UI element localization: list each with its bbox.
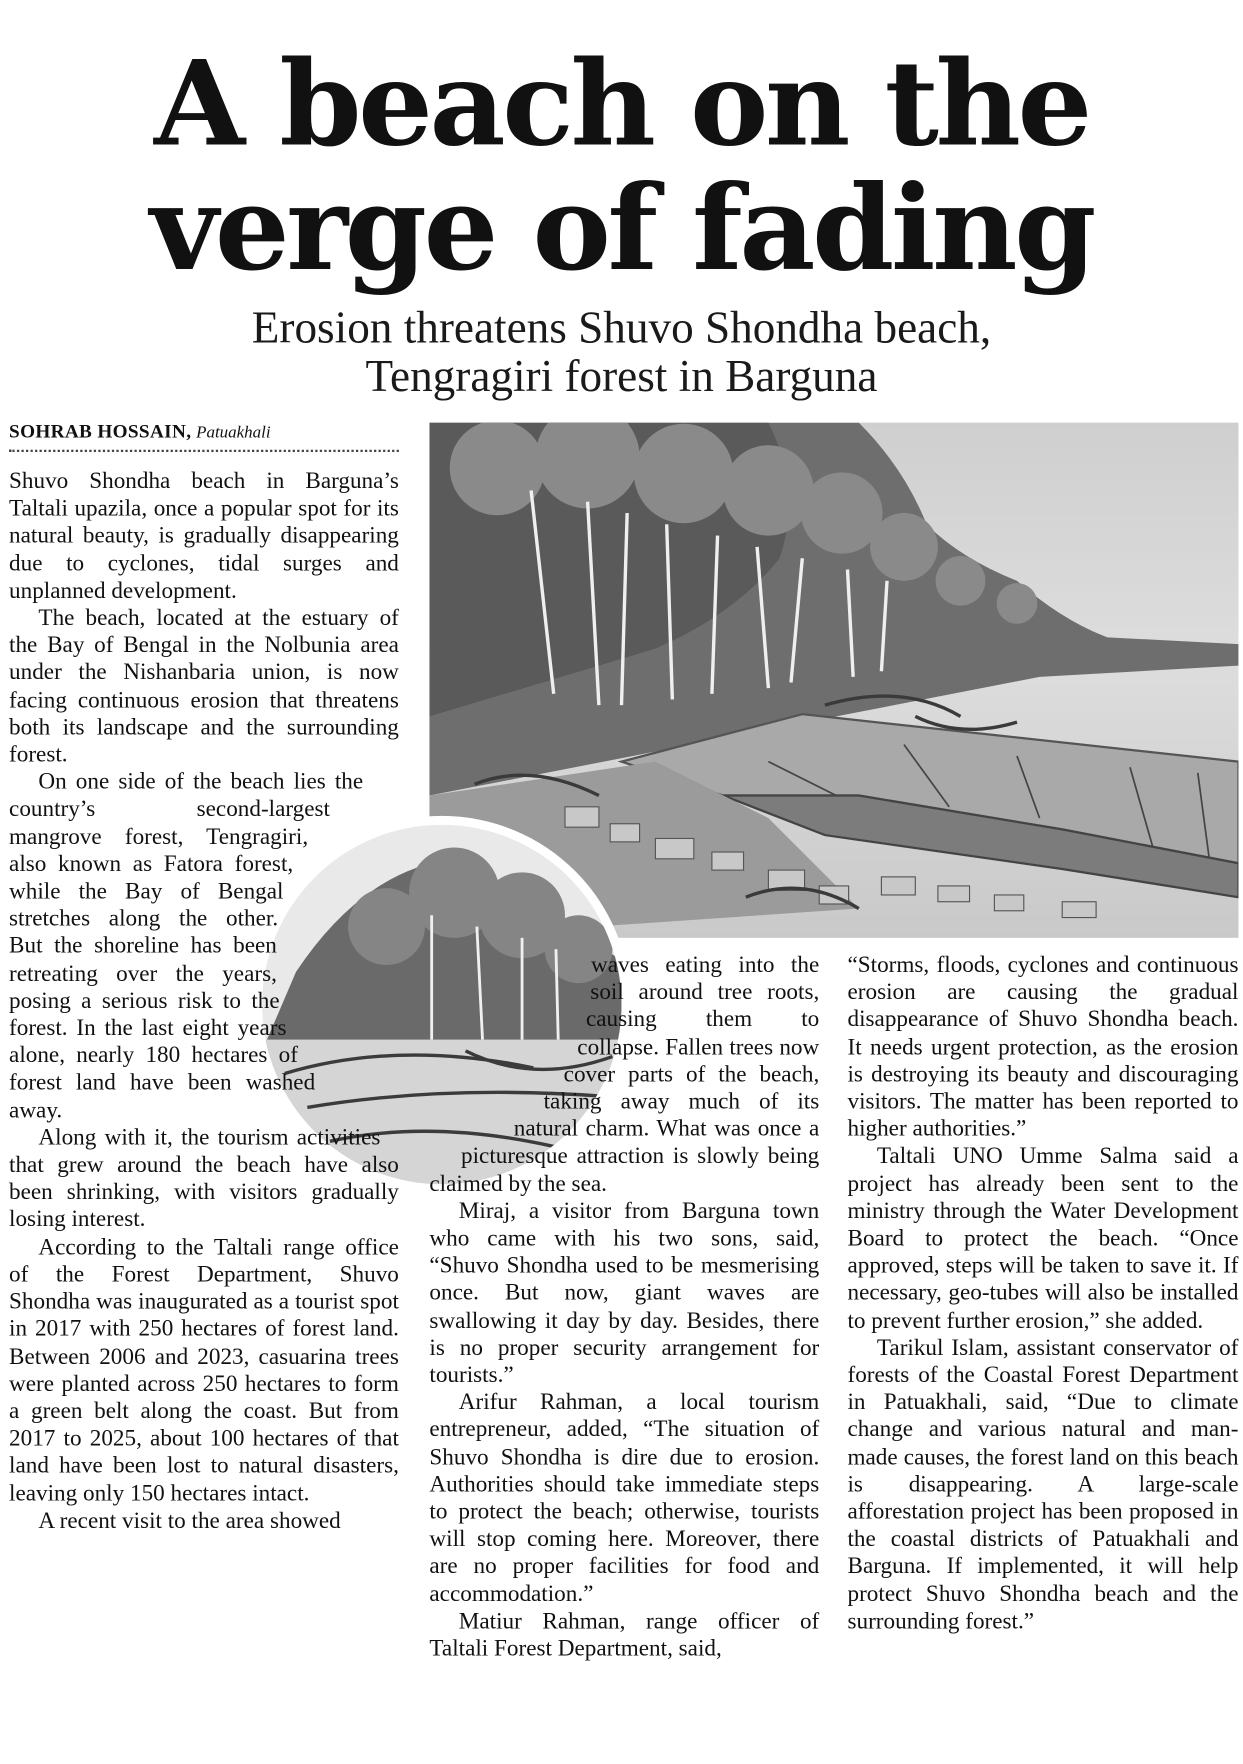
paragraph: Matiur Rahman, range officer of Taltali Forest Department, said, [429, 1608, 820, 1662]
subheadline-line-2: Tengragiri forest in Barguna [365, 350, 878, 402]
headline-line-2: verge of fading [150, 158, 1093, 298]
paragraph: On one side of the beach lies the country’s second-largest mangrove forest, Tengragiri, also known as Fatora forest, while the Bay of Bengal stretches along the other. But the shoreline has been retreating over the years, posing a serious risk to the forest. In the last eight years alone, nearly 180 hectares of forest land have been washed away. [9, 769, 364, 1123]
paragraph: The beach, located at the estuary of the Bay of Bengal in the Nolbunia area under the Nishanbaria union, is now facing continuous erosion that threatens both its landscape and the surrounding forest. [9, 605, 399, 768]
byline [9, 420, 399, 443]
paragraph: Miraj, a visitor from Barguna town who came with his two sons, said, “Shuvo Shondha used to be mesmerising once. But now, giant waves are swallowing it day by day. Besides, there is no proper security arrangement for tourists.” [429, 1198, 820, 1388]
paragraph: “Storms, floods, cyclones and continuous erosion are causing the gradual disappearance of Shuvo Shondha beach. It needs urgent protection, as the erosion is destroying its beauty and discouraging visitors. The matter has been reported to higher authorities.” [847, 952, 1239, 1142]
subheadline-line-1: Erosion threatens Shuvo Shondha beach, [251, 301, 992, 353]
article-column-1 [9, 468, 399, 1535]
article-column-2 [429, 951, 819, 1662]
paragraph: Arifur Rahman, a local tourism entrepreneur, added, “The situation of Shuvo Shondha is dire due to erosion. Authorities should take immediate steps to protect the beach; otherwise, tourists will stop coming here. Moreover, there are no proper facilities for food and accommodation.” [429, 1390, 820, 1607]
paragraph: A recent visit to the area showed [38, 1508, 341, 1534]
paragraph: Shuvo Shondha beach in Barguna’s Taltali upazila, once a popular spot for its natural beauty, is gradually disappearing due to cyclones, tidal surges and unplanned development. [9, 468, 399, 604]
article-column-3 [848, 951, 1239, 1635]
paragraph: Tarikul Islam, assistant conservator of forests of the Coastal Forest Department in Patuakhali, said, “Due to climate change and various natural and man-made causes, the forest land on this beach is disappearing. A large-scale afforestation project has been proposed in the coastal districts of Patuakhali and Barguna. If implemented, it will help protect Shuvo Shondha beach and the surrounding forest.” [847, 1335, 1239, 1634]
byline-location: Patuakhali [196, 423, 271, 442]
paragraph: Taltali UNO Umme Salma said a project has already been sent to the ministry through the Water Development Board to protect the beach. “Once approved, steps will be taken to save it. If necessary, geo-tubes will also be installed to prevent further erosion,” she added. [847, 1144, 1239, 1333]
paragraph: According to the Taltali range office of the Forest Department, Shuvo Shondha was inaugurated as a tourist spot in 2017 with 250 hectares of forest land. Between 2006 and 2023, casuarina trees were planted across 250 hectares to form a green belt along the coast. But from 2017 to 2025, about 100 hectares of that land have been lost to natural disasters, leaving only 150 hectares intact. [9, 1234, 399, 1506]
byline-author: SOHRAB HOSSAIN, [9, 420, 192, 442]
paragraph: waves eating into the soil around tree roots, causing them to collapse. Fallen trees now cover parts of the beach, taking away much of its natural charm. What was once a picturesque attraction is slowly being claimed by the sea. [429, 952, 820, 1197]
byline-divider [9, 450, 399, 452]
headline-line-1: A beach on the [154, 33, 1089, 173]
paragraph: Along with it, the tourism activities that grew around the beach have also been shrinking, with visitors gradually losing interest. [9, 1125, 399, 1233]
